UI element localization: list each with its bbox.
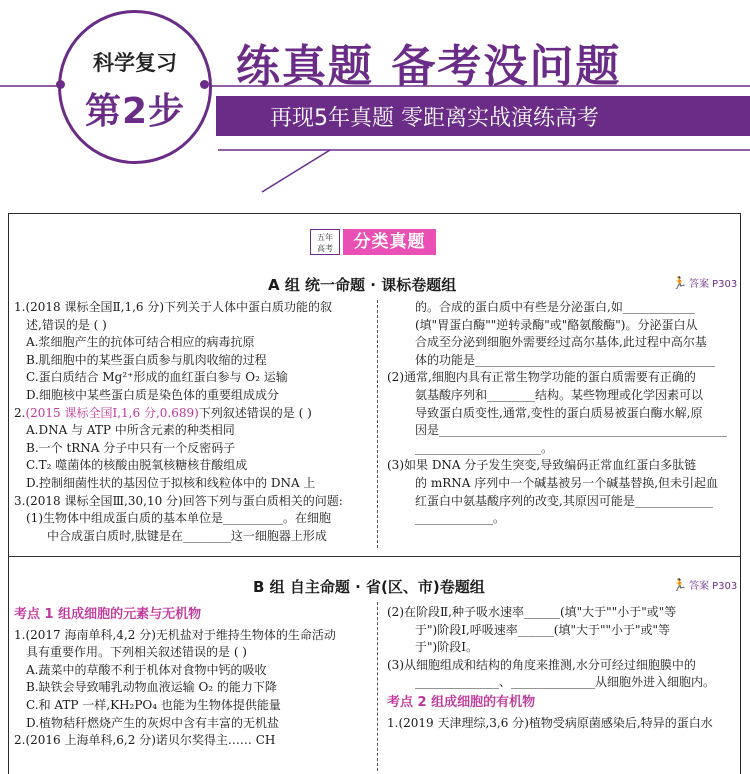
tag-small-text: 五年 高考 xyxy=(317,233,333,253)
question-line: 中合成蛋白质时,肽键是在________这一细胞器上形成 xyxy=(47,528,327,543)
question-line: D.植物秸秆燃烧产生的灰烬中含有丰富的无机盐 xyxy=(26,715,280,730)
question-line: 红蛋白中氨基酸序列的改变,其原因可能是_____________ xyxy=(415,493,713,508)
question-line: 体的功能是________________________________________ xyxy=(415,352,716,367)
question-line: 导致蛋白质变性,通常,变性的蛋白质易被蛋白酶水解,原 xyxy=(415,405,703,420)
question-line: B.一个 tRNA 分子中只有一个反密码子 xyxy=(26,440,236,455)
topic-heading: 考点 1 组成细胞的元素与无机物 xyxy=(14,607,202,622)
question-line: 2.(2016 上海单科,6,2 分)诺贝尔奖得主…… CH xyxy=(14,733,276,748)
highlighted-source: (2015 课标全国Ⅰ,1,6 分,0.689) xyxy=(25,405,199,420)
question-line: 于")阶段Ⅰ,呼吸速率______(填"大于""小于"或"等 xyxy=(415,622,671,637)
question-line: 1.(2017 海南单科,4,2 分)无机盐对于维持生物体的生命活动 xyxy=(14,627,336,642)
question-line: 因是________________________________________________ xyxy=(415,423,728,438)
question-line: (2)通常,细胞内具有正常生物学功能的蛋白质需要有正确的 xyxy=(387,370,696,385)
topic-heading: 考点 2 组成细胞的有机物 xyxy=(387,694,536,710)
question-line: A.浆细胞产生的抗体可结合相应的病毒抗原 xyxy=(26,335,255,350)
section-title: 分类真题 xyxy=(343,229,436,255)
subtitle-text: 再现5年真题 零距离实战演练高考 xyxy=(270,106,599,131)
group-b-title: B 组 自主命题 · 省(区、市)卷题组 xyxy=(253,578,485,596)
question-line: 述,错误的是 ( ) xyxy=(26,317,107,332)
question-line: 2.(2015 课标全国Ⅰ,1,6 分,0.689)下列叙述错误的是 ( ) xyxy=(14,405,312,420)
column-divider xyxy=(377,300,378,548)
dot-icon xyxy=(200,80,209,89)
group-b-left-column xyxy=(14,604,369,750)
question-line: B.肌细胞中的某些蛋白质参与肌肉收缩的过程 xyxy=(26,352,267,367)
answer-label: 答案 P303 xyxy=(688,581,738,592)
answer-link-b[interactable] xyxy=(672,577,737,592)
question-line: 的 mRNA 序列中一个碱基被另一个碱基替换,但未引起血 xyxy=(415,475,719,490)
circle-caption: 科学复习 xyxy=(93,51,177,75)
column-divider xyxy=(377,602,378,771)
step-circle xyxy=(58,10,212,164)
question-line: 3.(2018 课标全国Ⅲ,30,10 分)回答下列与蛋白质相关的问题: xyxy=(14,493,343,508)
question-line: _____________________。 xyxy=(415,440,554,455)
question-line: (3)如果 DNA 分子发生突变,导致编码正常血红蛋白多肽链 xyxy=(387,458,697,473)
question-line: _____________。 xyxy=(415,511,506,526)
question-line: D.控制细菌性状的基因位于拟核和线粒体中的 DNA 上 xyxy=(26,475,316,490)
question-line: D.细胞核中某些蛋白质是染色体的重要组成成分 xyxy=(26,387,280,402)
question-line: C.T₂ 噬菌体的核酸由脱氧核糖核苷酸组成 xyxy=(26,458,248,473)
dot-icon xyxy=(56,80,65,89)
question-line: 的。合成的蛋白质中有些是分泌蛋白,如____________ xyxy=(415,300,695,314)
group-a-title: A 组 统一命题 · 课标卷题组 xyxy=(268,276,457,294)
group-a-right-column xyxy=(387,299,742,528)
question-line: 于")阶段Ⅰ。 xyxy=(415,640,478,655)
page-title: 练真题 备考没问题 xyxy=(236,41,622,92)
group-a-left-column xyxy=(14,299,369,545)
question-line: (2)在阶段Ⅱ,种子吸水速率______(填"大于""小于"或"等 xyxy=(387,605,677,619)
question-line: C.和 ATP 一样,KH₂PO₄ 也能为生物体提供能量 xyxy=(26,697,281,712)
group-b-right-column xyxy=(387,604,742,732)
section-tag xyxy=(310,229,436,255)
runner-icon: 🏃 xyxy=(672,276,687,290)
question-line: 1.(2019 天津理综,3,6 分)植物受病原菌感染后,特异的蛋白水 xyxy=(387,715,713,730)
question-line: B.缺铁会导致哺乳动物血液运输 O₂ 的能力下降 xyxy=(26,680,277,695)
five-year-label xyxy=(310,229,340,255)
question-line: 氨基酸序列和________结构。某些物理或化学因素可以 xyxy=(415,387,704,402)
question-line: C.蛋白质结合 Mg²⁺形成的血红蛋白参与 O₂ 运输 xyxy=(26,370,288,385)
question-line: (3)从细胞组成和结构的角度来推测,水分可经过细胞膜中的 xyxy=(387,657,696,672)
question-line: (1)生物体中组成蛋白质的基本单位是__________。在细胞 xyxy=(26,511,331,526)
question-line: A.DNA 与 ATP 中所含元素的种类相同 xyxy=(26,423,235,438)
question-line: 1.(2018 课标全国Ⅱ,1,6 分)下列关于人体中蛋白质功能的叙 xyxy=(14,300,333,314)
header-banner xyxy=(0,0,750,200)
question-line: (填"胃蛋白酶""逆转录酶"或"酪氨酸酶")。分泌蛋白从 xyxy=(415,317,698,332)
question-line: A.蔬菜中的草酸不利于机体对食物中钙的吸收 xyxy=(26,662,267,677)
answer-link-a[interactable] xyxy=(672,275,737,290)
group-separator xyxy=(8,556,741,557)
answer-label: 答案 P303 xyxy=(688,279,738,290)
question-line: ______________、______________从细胞外进入细胞内。 xyxy=(415,675,716,690)
question-line: 合成至分泌到细胞外需要经过高尔基体,此过程中高尔基 xyxy=(415,335,707,350)
step-number: 第2步 xyxy=(84,91,186,132)
question-line: 具有重要作用。下列相关叙述错误的是 ( ) xyxy=(26,645,247,660)
runner-icon: 🏃 xyxy=(672,578,687,592)
